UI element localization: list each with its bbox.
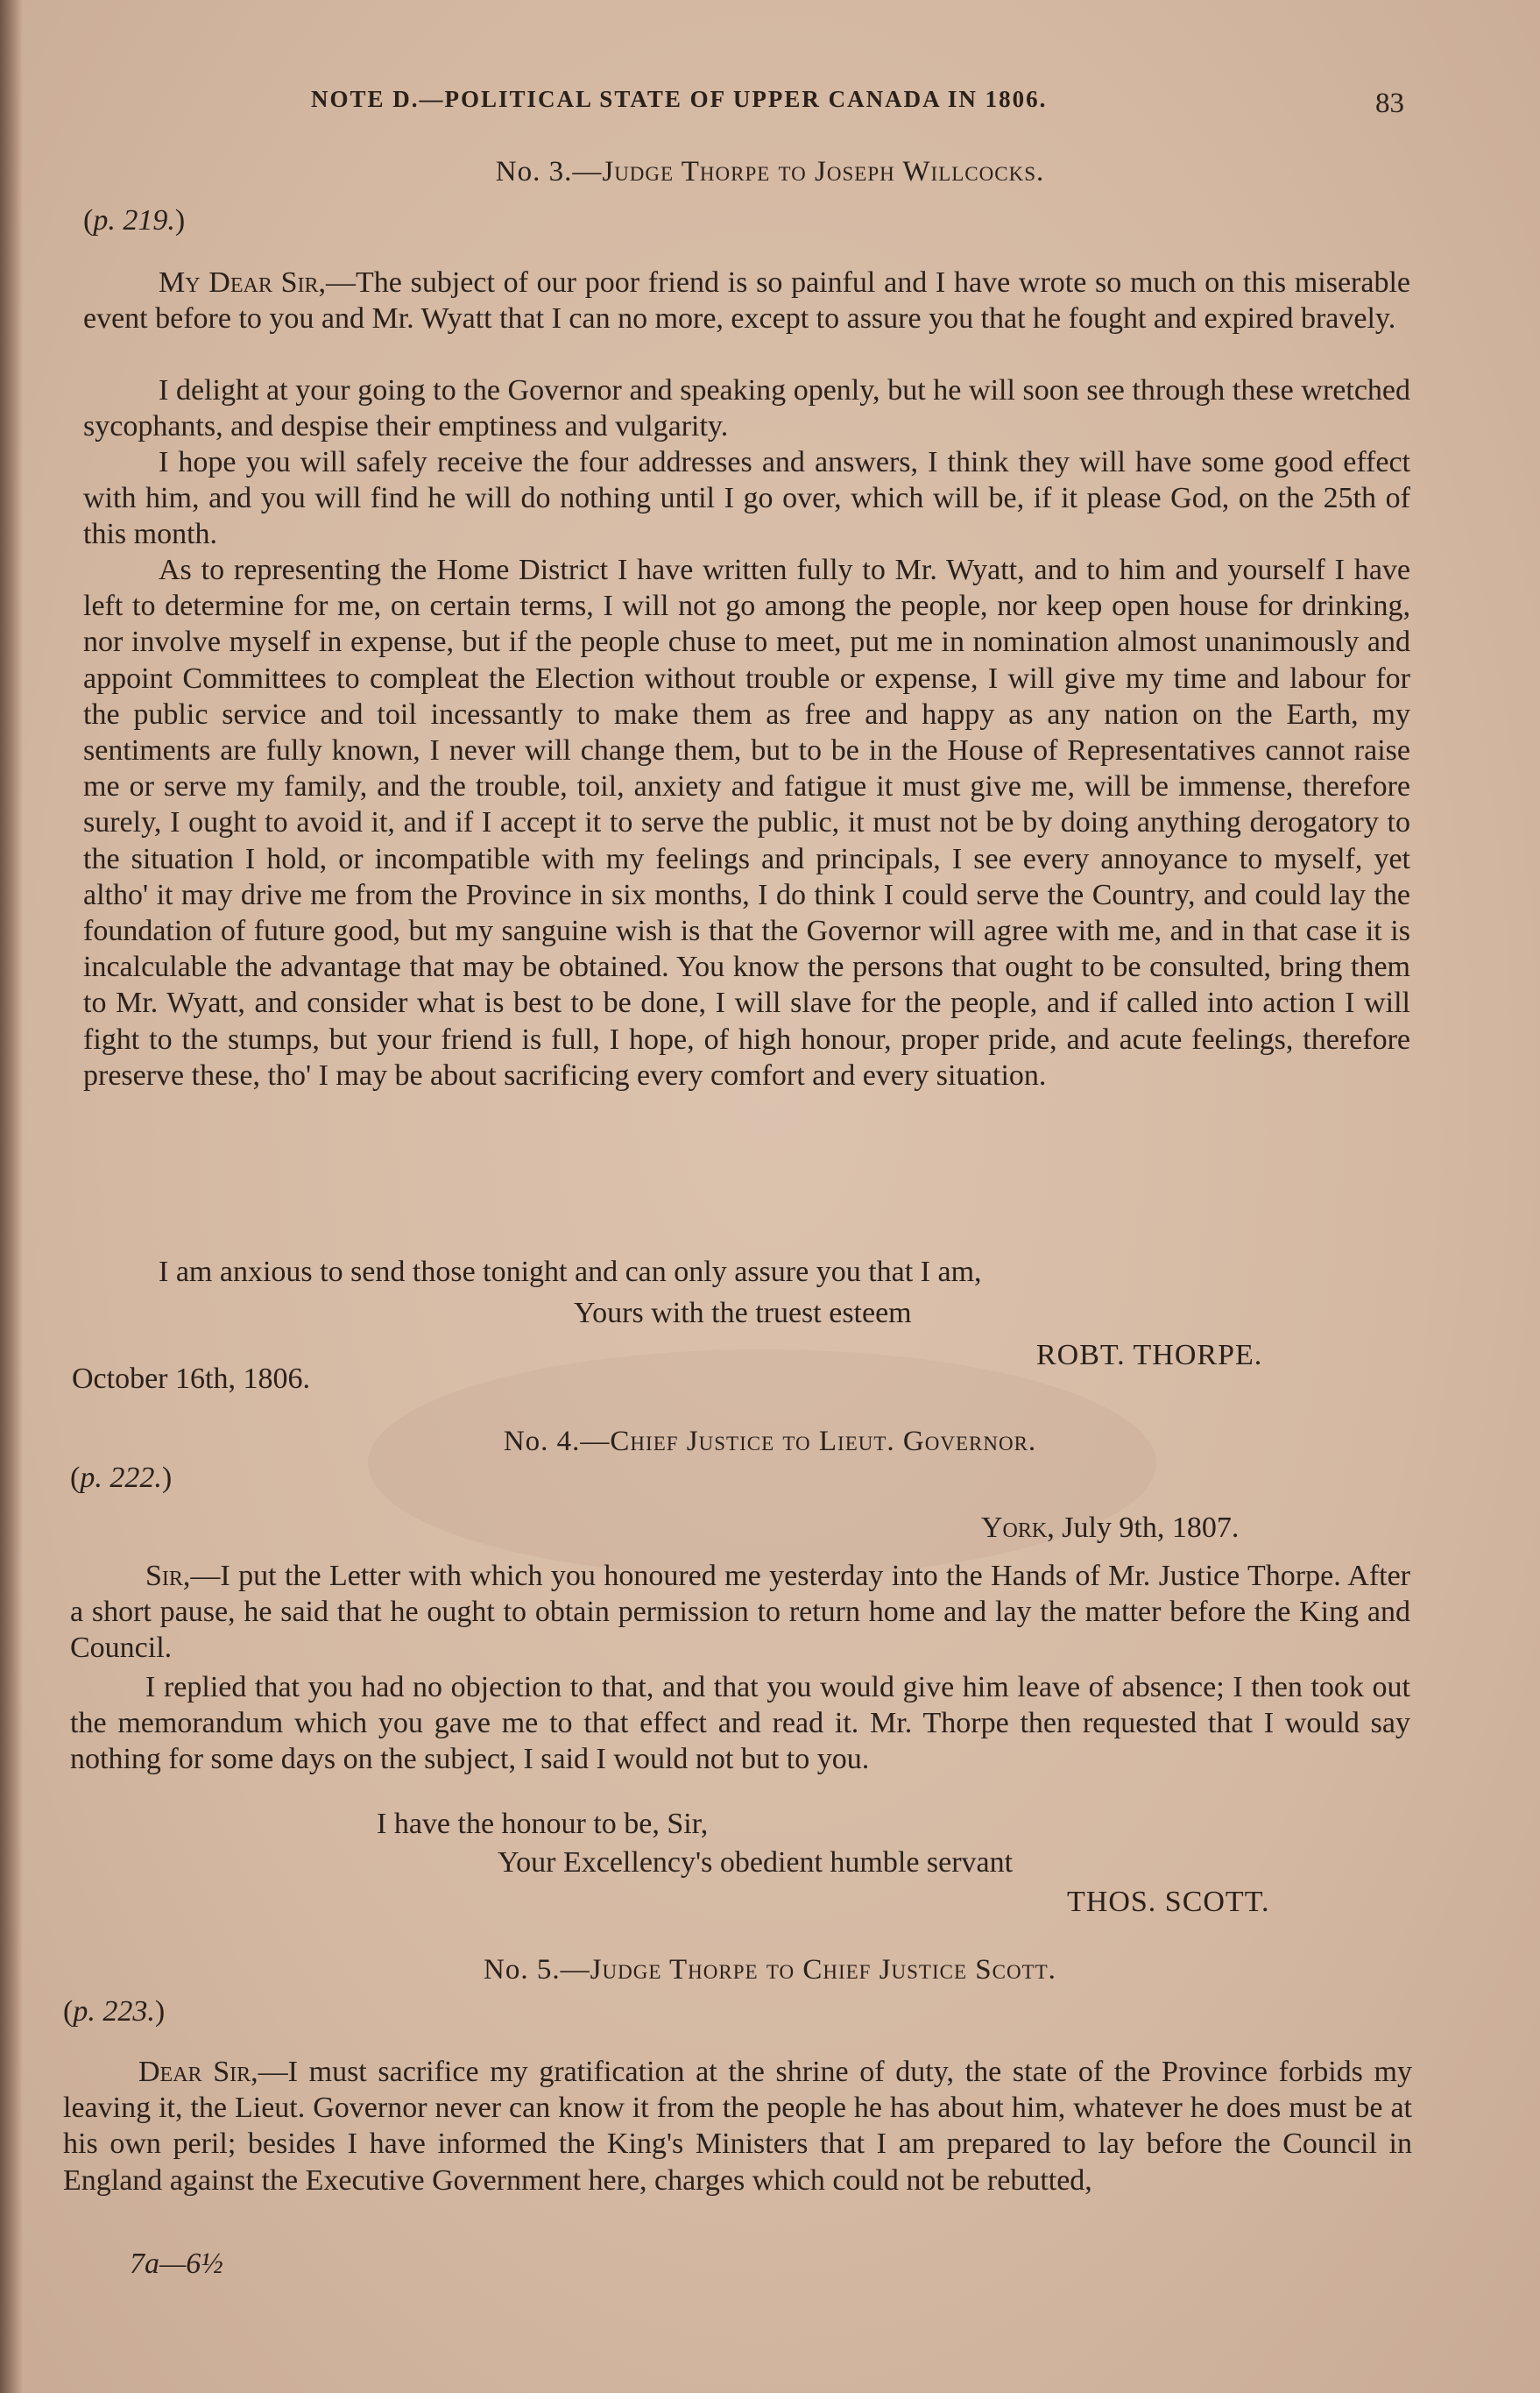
letter-4-signature: THOS. SCOTT. xyxy=(1067,1886,1270,1918)
letter-4-place: York, xyxy=(981,1512,1055,1544)
letter-4-title: Chief Justice to Lieut. Governor. xyxy=(610,1426,1037,1457)
letter-3-date: October 16th, 1806. xyxy=(72,1363,310,1395)
page-number: 83 xyxy=(1375,88,1404,119)
letter-4-page-ref: (p. 222.) xyxy=(70,1462,173,1494)
letter-5-number: No. 5.— xyxy=(484,1954,590,1986)
letter-3-salutation: My Dear Sir, xyxy=(159,266,326,299)
letter-5-paragraph: Dear Sir,—I must sacrifice my gratification at the shrine of duty, the state of the Province forbids my leaving it, the Lieut. Governor never can know it from the people he has about him, whatever he does must be at his own peril; besides I have informed the King's Ministers that I am prepared to lay before the Council in England against the Executive Government here, charges which could not be rebutted, xyxy=(63,2056,1413,2197)
letter-3-number: No. 3.— xyxy=(495,156,603,188)
letter-4-closing-1: I have the honour to be, Sir, xyxy=(377,1808,709,1840)
letter-4-paragraph-1: Sir,—I put the Letter with which you honoured me yesterday into the Hands of Mr. Justice Thorpe. After a short pause, he said that he ought to obtain permission to return home and lay the matter before the King and Council. xyxy=(70,1560,1410,1665)
letter-4-number: No. 4.— xyxy=(503,1426,611,1457)
letter-3-paragraph-3: I hope you will safely receive the four addresses and answers, I think they will have some good effect with him, and you will find he will do nothing until I go over, which will be, if it please God, on the 25th of this month. xyxy=(83,446,1410,551)
letter-4-closing-2: Your Excellency's obedient humble servant xyxy=(498,1846,1014,1879)
letter-3-signature: ROBT. THORPE. xyxy=(1036,1339,1263,1371)
letter-3-page-ref: (p. 219.) xyxy=(83,204,186,237)
letter-4-dateline xyxy=(981,1512,1239,1545)
letter-5-salutation: Dear Sir, xyxy=(138,2056,258,2088)
letter-4-date: July 9th, 1807. xyxy=(1054,1512,1240,1544)
letter-3-paragraph-2: I delight at your going to the Governor and speaking openly, but he will soon see through these wretched sycophants, and despise their emptiness and vulgarity. xyxy=(83,374,1410,443)
letter-4-salutation: Sir, xyxy=(145,1560,191,1592)
signature-mark: 7a—6½ xyxy=(130,2248,223,2280)
letter-4-paragraph-2: I replied that you had no objection to that, and that you would give him leave of absence; I then took out the memorandum which you gave me to that effect and read it. Mr. Thorpe then requested that I would say nothing for some days on the subject, I said I would not but to you. xyxy=(70,1671,1410,1776)
letter-3-title: Judge Thorpe to Joseph Willcocks. xyxy=(602,156,1045,188)
letter-3-paragraph-4: As to representing the Home District I have written fully to Mr. Wyatt, and to him and yourself I have left to determine for me, on certain terms, I will not go among the people, nor keep open house for drinking, nor involve myself in expense, but if the people chuse to meet, put me in nomination almost unanimously and appoint Committees to compleat the Election without trouble or expense, I will give my time and labour for the public service and toil incessantly to make them as free and happy as any nation on the Earth, my sentiments are fully known, I never will change them, but to be in the House of Representatives cannot raise me or serve my family, and the trouble, toil, anxiety and fatigue it must give me, will be immense, therefore surely, I ought to avoid it, and if I accept it to serve the public, it must not be by doing anything derogatory to the situation I hold, or incompatible with my feelings and principals, I see every annoyance to myself, yet altho' it may drive me from the Province in six months, I do think I could serve the Country, and could lay the foundation of future good, but my sanguine wish is that the Governor will agree with me, and in that case it is incalculable the advantage that may be obtained. You know the persons that ought to be consulted, bring them to Mr. Wyatt, and consider what is best to be done, I will slave for the people, and if called into action I will fight to the stumps, but your friend is full, I hope, of high honour, proper pride, and acute feelings, therefore preserve these, tho' I may be about sacrificing every comfort and every situation. xyxy=(83,554,1410,1092)
letter-4-heading xyxy=(0,1426,1540,1458)
letter-3-closing: Yours with the truest esteem xyxy=(574,1297,912,1329)
letter-3-heading xyxy=(0,156,1540,188)
letter-3-paragraph-5: I am anxious to send those tonight and can only assure you that I am, xyxy=(159,1256,982,1288)
running-head: NOTE D.—POLITICAL STATE OF UPPER CANADA IN 1806. xyxy=(311,86,1048,112)
letter-5-title: Judge Thorpe to Chief Justice Scott. xyxy=(590,1954,1056,1986)
letter-5-heading xyxy=(0,1954,1540,1986)
letter-5-page-ref: (p. 223.) xyxy=(63,1995,166,2028)
book-spine-shadow xyxy=(0,0,23,2393)
letter-3-paragraph-1: My Dear Sir,—The subject of our poor friend is so painful and I have wrote so much on this miserable event before to you and Mr. Wyatt that I can no more, except to assure you that he fought and expired bravely. xyxy=(83,266,1411,336)
